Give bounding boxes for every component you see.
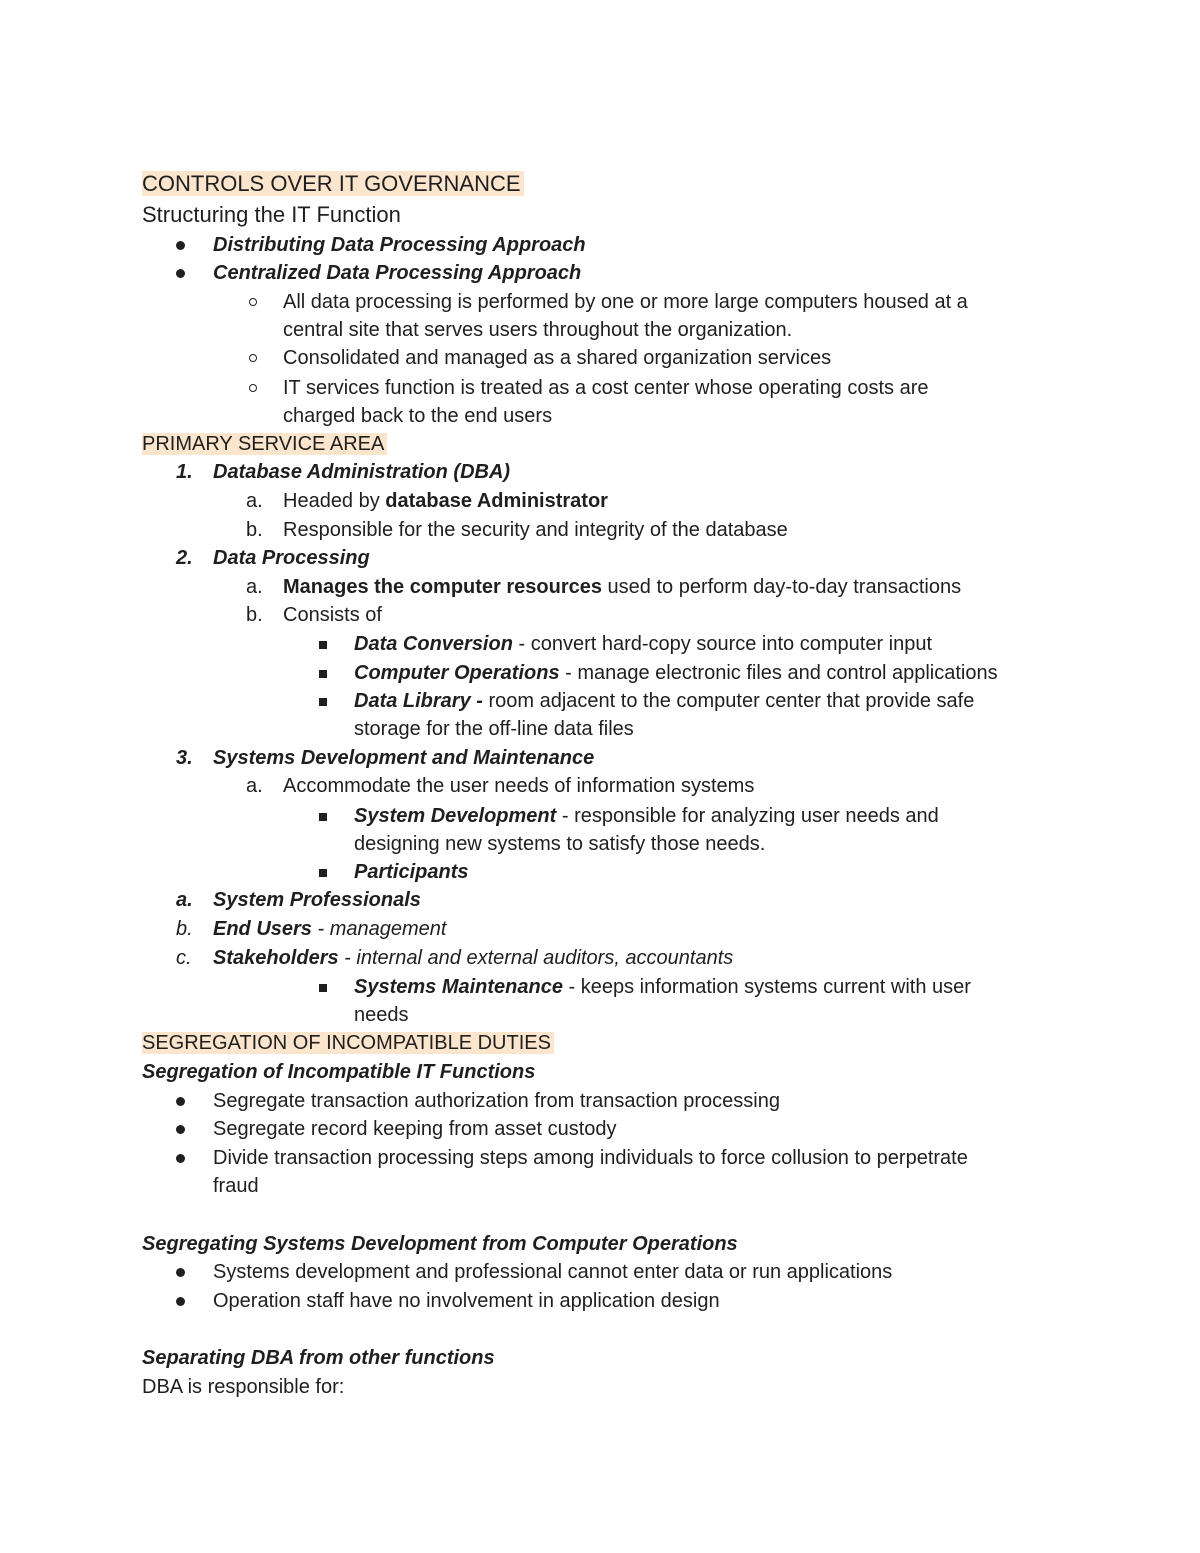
bullet-dot-icon (176, 1154, 185, 1163)
subheading-seg-sysdev: Segregating Systems Development from Computer Operations (142, 1233, 738, 1255)
list-item: Data Processing (213, 547, 370, 569)
list-item: Data Library - room adjacent to the computer center that provide safe (354, 690, 975, 712)
list-item: End Users - management (213, 918, 447, 940)
list-item: Consolidated and managed as a shared organization services (283, 347, 832, 369)
list-item: Database Administration (DBA) (213, 461, 511, 483)
bullet-dot-icon (176, 269, 185, 278)
list-item: System Development - responsible for analyzing user needs and (354, 805, 939, 827)
list-number: 1. (176, 461, 193, 483)
list-letter: a. (246, 490, 263, 512)
list-letter: b. (246, 604, 263, 626)
list-item: System Professionals (213, 889, 421, 911)
list-item-continuation: central site that serves users throughout the organization. (283, 319, 793, 341)
list-item: Systems Maintenance - keeps information systems current with user (354, 976, 971, 998)
list-item: Centralized Data Processing Approach (213, 262, 582, 284)
list-item: Headed by database Administrator (283, 490, 608, 512)
bullet-circle-icon (249, 298, 257, 306)
list-item-continuation: fraud (213, 1175, 259, 1197)
list-item: Divide transaction processing steps among individuals to force collusion to perpetrate (213, 1147, 968, 1169)
bullet-dot-icon (176, 1297, 185, 1306)
list-letter: b. (246, 519, 263, 541)
list-number: 2. (176, 547, 193, 569)
list-item-continuation: designing new systems to satisfy those needs. (354, 833, 766, 855)
bullet-square-icon (319, 869, 327, 877)
section-heading-primary: PRIMARY SERVICE AREA (142, 430, 387, 458)
list-item: All data processing is performed by one or more large computers housed at a (283, 291, 968, 313)
section-heading-segregation: SEGREGATION OF INCOMPATIBLE DUTIES (142, 1029, 554, 1057)
list-item: Distributing Data Processing Approach (213, 234, 586, 256)
list-item: Participants (354, 861, 469, 883)
list-item: Segregate transaction authorization from transaction processing (213, 1090, 780, 1112)
list-item: Systems Development and Maintenance (213, 747, 595, 769)
subheading-structuring: Structuring the IT Function (142, 202, 401, 227)
list-item: Consists of (283, 604, 382, 626)
bullet-dot-icon (176, 241, 185, 250)
list-item: Stakeholders - internal and external auditors, accountants (213, 947, 734, 969)
list-item-continuation: storage for the off-line data files (354, 718, 634, 740)
list-letter: c. (176, 947, 192, 969)
list-item: Systems development and professional cannot enter data or run applications (213, 1261, 893, 1283)
bullet-square-icon (319, 641, 327, 649)
bullet-square-icon (319, 984, 327, 992)
bullet-square-icon (319, 670, 327, 678)
list-letter: a. (246, 576, 263, 598)
bullet-circle-icon (249, 384, 257, 392)
list-letter: a. (176, 889, 193, 911)
list-letter: b. (176, 918, 193, 940)
bullet-square-icon (319, 813, 327, 821)
list-item: Responsible for the security and integrity of the database (283, 519, 788, 541)
subheading-seg-functions: Segregation of Incompatible IT Functions (142, 1061, 536, 1083)
list-item: Operation staff have no involvement in application design (213, 1290, 720, 1312)
list-item: Segregate record keeping from asset custody (213, 1118, 617, 1140)
bullet-dot-icon (176, 1268, 185, 1277)
bullet-circle-icon (249, 354, 257, 362)
list-item: Manages the computer resources used to perform day-to-day transactions (283, 576, 962, 598)
list-item-continuation: charged back to the end users (283, 405, 553, 427)
list-item: Data Conversion - convert hard-copy source into computer input (354, 633, 933, 655)
list-number: 3. (176, 747, 193, 769)
bullet-dot-icon (176, 1097, 185, 1106)
list-letter: a. (246, 775, 263, 797)
paragraph: DBA is responsible for: (142, 1376, 345, 1398)
section-heading-controls: CONTROLS OVER IT GOVERNANCE (142, 170, 524, 198)
list-item: IT services function is treated as a cost center whose operating costs are (283, 377, 929, 399)
list-item: Accommodate the user needs of information systems (283, 775, 755, 797)
list-item: Computer Operations - manage electronic files and control applications (354, 662, 998, 684)
subheading-sep-dba: Separating DBA from other functions (142, 1347, 495, 1369)
bullet-square-icon (319, 698, 327, 706)
list-item-continuation: needs (354, 1004, 409, 1026)
bullet-dot-icon (176, 1125, 185, 1134)
